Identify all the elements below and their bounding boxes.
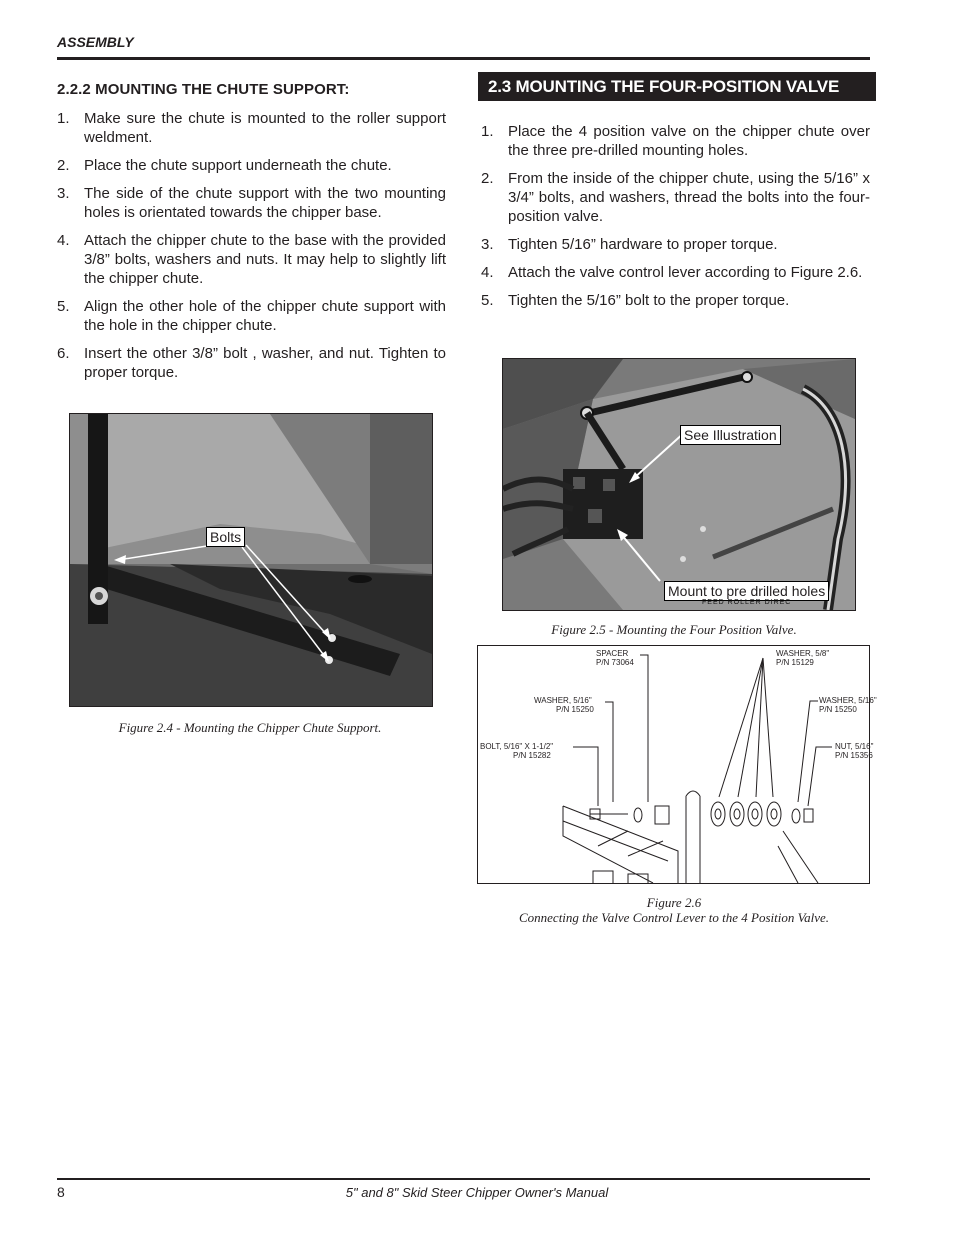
valve-steps xyxy=(481,122,870,319)
manual-title: 5" and 8" Skid Steer Chipper Owner's Manual xyxy=(345,1185,609,1200)
label-washer-516-left: WASHER, 5/16" P/N 15250 xyxy=(534,696,594,714)
callout-bolts: Bolts xyxy=(206,527,245,547)
label-spacer: SPACER P/N 73064 xyxy=(596,649,634,667)
section-heading-four-position-valve: 2.3 MOUNTING THE FOUR-POSITION VALVE xyxy=(478,72,876,101)
figure-2-6-diagram xyxy=(477,645,877,884)
list-item: 5. Tighten the 5/16” bolt to the proper torque. xyxy=(481,292,790,309)
list-item: 3. Tighten 5/16” hardware to proper torque. xyxy=(481,236,778,253)
section-label: ASSEMBLY xyxy=(57,34,134,50)
list-item: 5. Align the other hole of the chipper chute support with the hole in the chipper chute. xyxy=(57,298,446,334)
chute-support-steps xyxy=(57,109,446,391)
header-rule xyxy=(57,57,870,60)
label-washer-516-right: WASHER, 5/16" P/N 15250 xyxy=(819,696,877,714)
figure-2-4-photo xyxy=(69,413,433,707)
label-nut: NUT, 5/16" P/N 15356 xyxy=(835,742,874,760)
section-heading-chute-support: 2.2.2 MOUNTING THE CHUTE SUPPORT: xyxy=(57,81,350,98)
figure-2-6-caption-line2: Connecting the Valve Control Lever to the 4 Position Valve. xyxy=(518,910,830,925)
chute-support-photo xyxy=(70,414,432,706)
exploded-view-diagram xyxy=(478,646,869,883)
figure-2-5-caption: Figure 2.5 - Mounting the Four Position Valve. xyxy=(551,622,797,637)
list-item: 4. Attach the chipper chute to the base with the provided 3/8” bolts, washers and nuts. It may help to slightly lift the chipper chute. xyxy=(57,232,446,287)
list-item: 4. Attach the valve control lever according to Figure 2.6. xyxy=(481,264,863,281)
figure-2-5-photo xyxy=(502,358,856,611)
list-item: 1. Place the 4 position valve on the chipper chute over the three pre-drilled mounting holes. xyxy=(481,123,870,159)
figure-2-4-caption: Figure 2.4 - Mounting the Chipper Chute Support. xyxy=(118,720,382,735)
list-item: 1. Make sure the chute is mounted to the roller support weldment. xyxy=(57,110,446,146)
footer-rule xyxy=(57,1178,870,1180)
valve-photo xyxy=(503,359,855,610)
label-bolt: BOLT, 5/16" X 1-1/2" P/N 15282 xyxy=(480,742,554,760)
list-item: 2. Place the chute support underneath the chute. xyxy=(57,157,392,174)
decal-text: FEED ROLLER DIREC xyxy=(702,599,792,606)
list-item: 3. The side of the chute support with the two mounting holes is orientated towards the chipper base. xyxy=(57,185,446,221)
label-washer-58: WASHER, 5/8" P/N 15129 xyxy=(776,649,830,667)
figure-2-6-caption-line1: Figure 2.6 xyxy=(646,895,702,910)
list-item: 2. From the inside of the chipper chute, using the 5/16” x 3/4” bolts, and washers, thread the bolts into the four-position valve. xyxy=(481,170,870,225)
list-item: 6. Insert the other 3/8” bolt , washer, and nut. Tighten to proper torque. xyxy=(57,345,446,381)
callout-mount-holes: Mount to pre drilled holes xyxy=(664,581,829,601)
page-number: 8 xyxy=(57,1184,65,1200)
callout-see-illustration: See Illustration xyxy=(680,425,781,445)
